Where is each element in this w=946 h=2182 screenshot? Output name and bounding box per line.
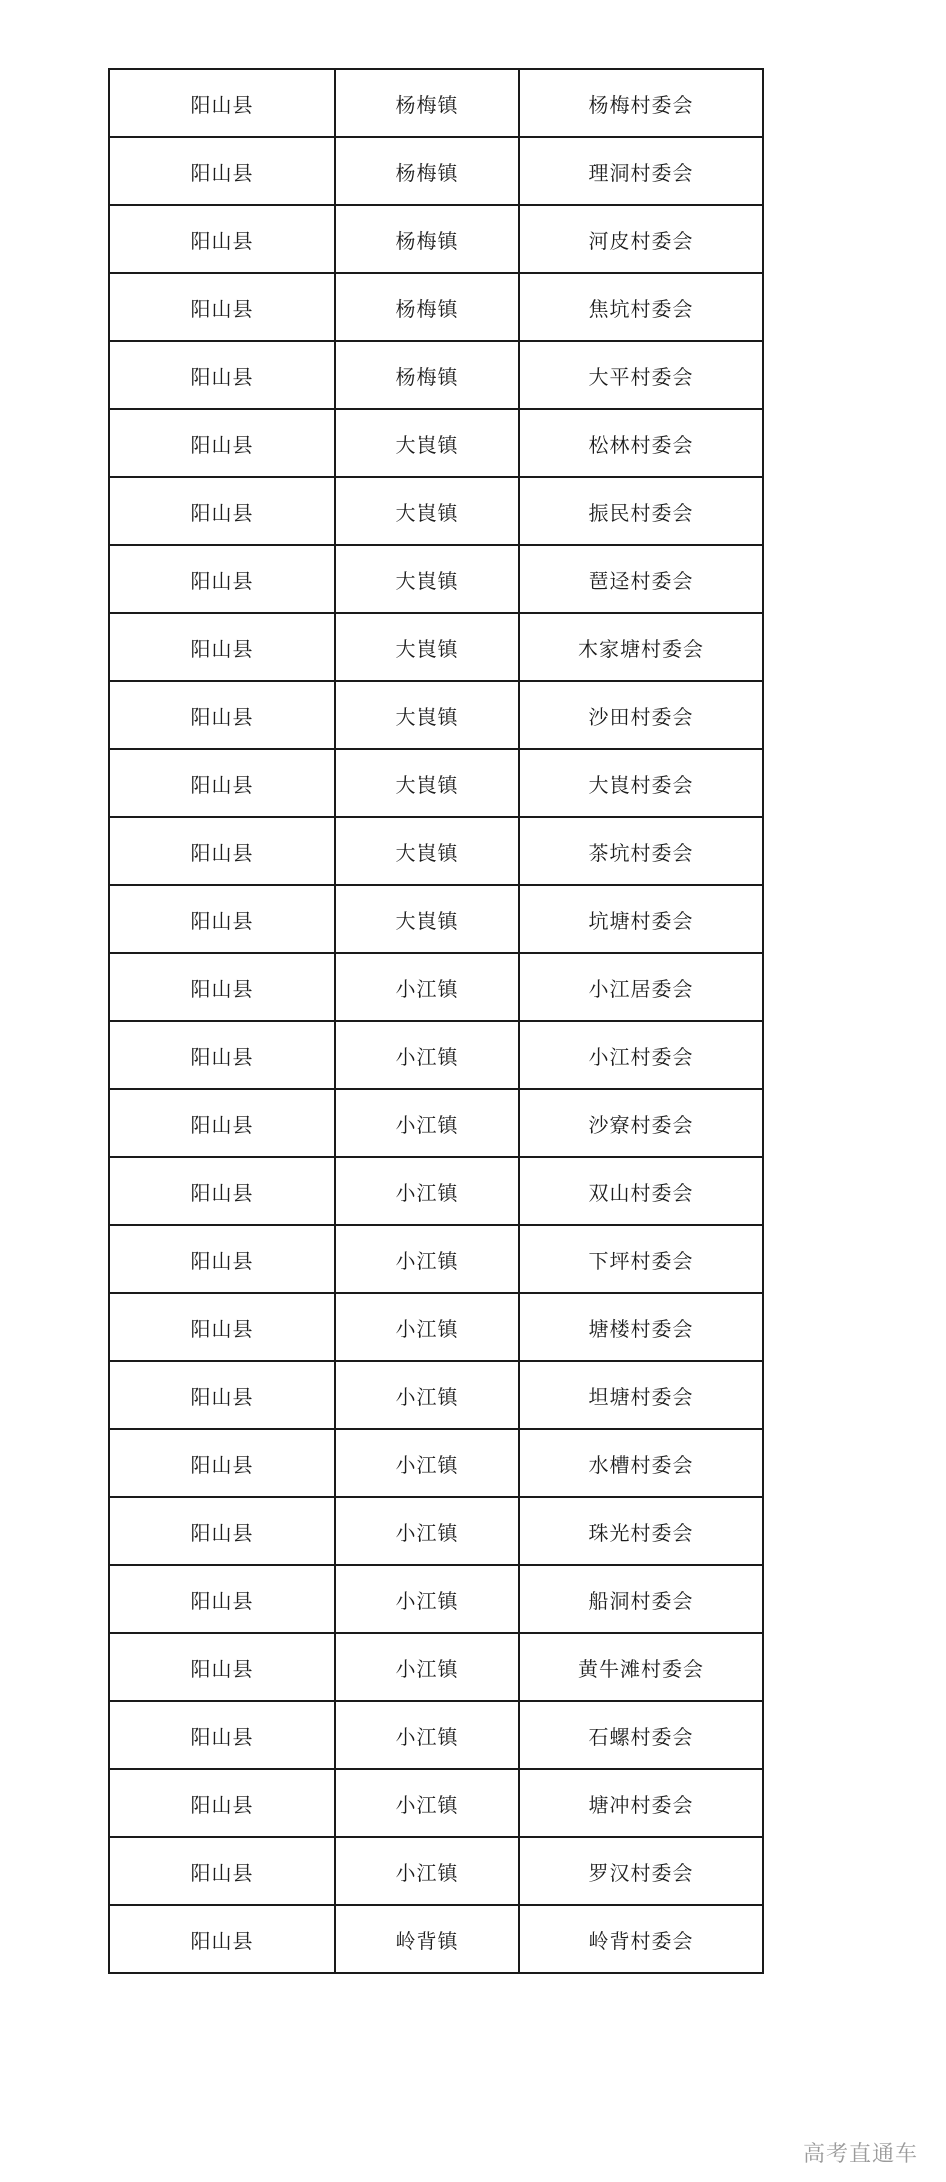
town-cell: 小江镇 [335,1565,519,1633]
town-cell: 杨梅镇 [335,69,519,137]
town-cell: 大崀镇 [335,409,519,477]
town-cell: 大崀镇 [335,613,519,681]
village-table-body [109,69,763,1973]
village-committee-cell: 船洞村委会 [519,1565,763,1633]
county-cell: 阳山县 [109,681,335,749]
county-cell: 阳山县 [109,1361,335,1429]
table-row [109,137,763,205]
table-row [109,1089,763,1157]
town-cell: 小江镇 [335,1157,519,1225]
table-row [109,1905,763,1973]
village-committee-cell: 焦坑村委会 [519,273,763,341]
town-cell: 小江镇 [335,1021,519,1089]
village-committee-cell: 黄牛滩村委会 [519,1633,763,1701]
village-committee-cell: 茶坑村委会 [519,817,763,885]
town-cell: 小江镇 [335,1497,519,1565]
table-row [109,1633,763,1701]
village-committee-cell: 罗汉村委会 [519,1837,763,1905]
village-committee-cell: 木家塘村委会 [519,613,763,681]
table-row [109,749,763,817]
village-committee-cell: 坦塘村委会 [519,1361,763,1429]
village-committee-cell: 水槽村委会 [519,1429,763,1497]
table-row [109,1157,763,1225]
county-cell: 阳山县 [109,1837,335,1905]
county-cell: 阳山县 [109,1157,335,1225]
town-cell: 小江镇 [335,1293,519,1361]
table-row [109,409,763,477]
table-row [109,1429,763,1497]
county-cell: 阳山县 [109,1293,335,1361]
county-cell: 阳山县 [109,69,335,137]
county-cell: 阳山县 [109,613,335,681]
village-committee-cell: 小江居委会 [519,953,763,1021]
watermark-text: 高考直通车 [802,2142,918,2167]
county-cell: 阳山县 [109,341,335,409]
table-row [109,1769,763,1837]
county-cell: 阳山县 [109,1089,335,1157]
town-cell: 杨梅镇 [335,273,519,341]
village-committee-cell: 小江村委会 [519,1021,763,1089]
village-committee-cell: 下坪村委会 [519,1225,763,1293]
village-committee-cell: 石螺村委会 [519,1701,763,1769]
village-committee-cell: 大平村委会 [519,341,763,409]
county-cell: 阳山县 [109,1769,335,1837]
village-committee-cell: 振民村委会 [519,477,763,545]
village-committee-cell: 河皮村委会 [519,205,763,273]
village-committee-cell: 坑塘村委会 [519,885,763,953]
town-cell: 小江镇 [335,1225,519,1293]
table-row [109,1293,763,1361]
town-cell: 小江镇 [335,1837,519,1905]
town-cell: 小江镇 [335,953,519,1021]
table-row [109,273,763,341]
county-cell: 阳山县 [109,1905,335,1973]
county-cell: 阳山县 [109,1225,335,1293]
county-cell: 阳山县 [109,545,335,613]
county-cell: 阳山县 [109,273,335,341]
town-cell: 杨梅镇 [335,205,519,273]
town-cell: 小江镇 [335,1361,519,1429]
village-committee-cell: 岭背村委会 [519,1905,763,1973]
village-committee-cell: 沙寮村委会 [519,1089,763,1157]
table-row [109,205,763,273]
town-cell: 小江镇 [335,1701,519,1769]
town-cell: 大崀镇 [335,681,519,749]
county-cell: 阳山县 [109,1633,335,1701]
table-row [109,69,763,137]
county-cell: 阳山县 [109,137,335,205]
table-row [109,1497,763,1565]
county-cell: 阳山县 [109,885,335,953]
county-cell: 阳山县 [109,1701,335,1769]
village-table [108,68,764,1974]
town-cell: 杨梅镇 [335,137,519,205]
table-row [109,1225,763,1293]
table-row [109,817,763,885]
town-cell: 大崀镇 [335,817,519,885]
county-cell: 阳山县 [109,477,335,545]
table-row [109,1701,763,1769]
town-cell: 大崀镇 [335,885,519,953]
table-row [109,613,763,681]
town-cell: 小江镇 [335,1769,519,1837]
town-cell: 杨梅镇 [335,341,519,409]
table-row [109,885,763,953]
village-committee-cell: 理洞村委会 [519,137,763,205]
county-cell: 阳山县 [109,953,335,1021]
village-committee-cell: 塘楼村委会 [519,1293,763,1361]
village-committee-cell: 杨梅村委会 [519,69,763,137]
county-cell: 阳山县 [109,1497,335,1565]
county-cell: 阳山县 [109,1021,335,1089]
county-cell: 阳山县 [109,1429,335,1497]
table-row [109,341,763,409]
village-committee-cell: 松林村委会 [519,409,763,477]
village-committee-cell: 大崀村委会 [519,749,763,817]
town-cell: 小江镇 [335,1429,519,1497]
county-cell: 阳山县 [109,205,335,273]
village-committee-cell: 沙田村委会 [519,681,763,749]
table-row [109,1837,763,1905]
table-row [109,1565,763,1633]
county-cell: 阳山县 [109,409,335,477]
table-row [109,1021,763,1089]
table-row [109,545,763,613]
village-committee-cell: 珠光村委会 [519,1497,763,1565]
town-cell: 大崀镇 [335,477,519,545]
table-row [109,477,763,545]
town-cell: 小江镇 [335,1089,519,1157]
town-cell: 大崀镇 [335,545,519,613]
town-cell: 大崀镇 [335,749,519,817]
table-row [109,681,763,749]
table-row [109,953,763,1021]
village-committee-cell: 双山村委会 [519,1157,763,1225]
table-row [109,1361,763,1429]
county-cell: 阳山县 [109,1565,335,1633]
village-committee-cell: 塘冲村委会 [519,1769,763,1837]
town-cell: 小江镇 [335,1633,519,1701]
county-cell: 阳山县 [109,817,335,885]
village-committee-cell: 琶迳村委会 [519,545,763,613]
county-cell: 阳山县 [109,749,335,817]
town-cell: 岭背镇 [335,1905,519,1973]
